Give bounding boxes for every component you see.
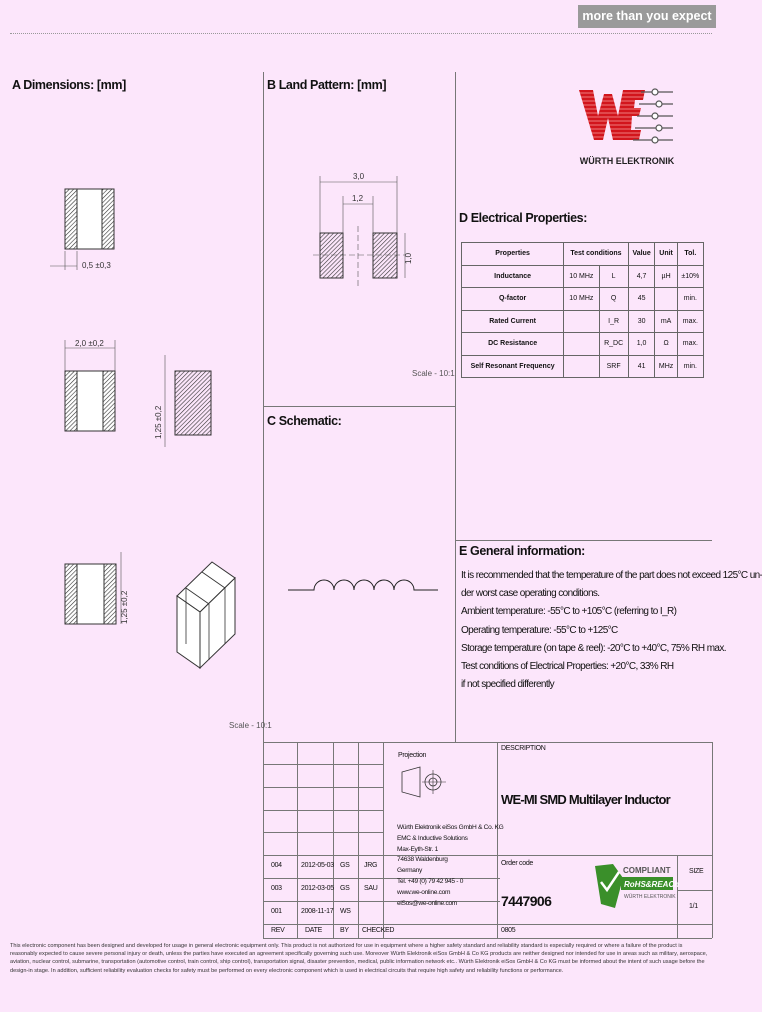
general-info-text xyxy=(461,567,762,694)
rev-003-date: 2012-03-05 xyxy=(301,885,334,892)
compliance-bottom: WÜRTH ELEKTRONIK xyxy=(624,894,676,900)
divider-ab xyxy=(263,72,264,742)
rev-004-checked: JRG xyxy=(364,862,378,869)
date-header: DATE xyxy=(305,927,322,934)
col-header: Test conditions xyxy=(564,243,629,266)
table-cell: min. xyxy=(677,288,703,311)
divider-de xyxy=(455,540,712,541)
rev-003-number: 003 xyxy=(271,885,282,892)
table-cell: Q-factor xyxy=(462,288,564,311)
general-info-line: It is recommended that the temperature of the part does not exceed 125°C un- xyxy=(461,570,762,581)
divider-bc xyxy=(263,406,455,407)
table-row xyxy=(462,333,704,356)
section-land-title: B Land Pattern: [mm] xyxy=(267,78,387,92)
company-info: Würth Elektronik eiSos GmbH & Co. KG EMC & Inductive Solutions Max-Eyth-Str. 1 74638 Waldenburg Germany Tel. +49 (0) 79 42 945 - 0 www.we-online.com eiSos@we-online.com xyxy=(397,824,504,907)
table-cell xyxy=(655,288,677,311)
general-info-line: Ambient temperature: -55°C to +105°C (referring to I_R) xyxy=(461,606,677,618)
table-cell: 41 xyxy=(628,355,655,378)
table-cell: Rated Current xyxy=(462,310,564,333)
page-number: 1/1 xyxy=(689,903,698,910)
land-height-label: 1,0 xyxy=(404,252,413,264)
rev-003-checked: SAU xyxy=(364,885,378,892)
table-cell: MHz xyxy=(655,355,677,378)
table-cell: 10 MHz xyxy=(564,288,599,311)
compliance-middle: RoHS&REACh xyxy=(624,880,680,889)
table-cell: mA xyxy=(655,310,677,333)
table-cell: I_R xyxy=(599,310,628,333)
general-info-line: Test conditions of Electrical Properties: +20°C, 33% RH xyxy=(461,661,674,673)
table-row xyxy=(462,288,704,311)
general-info-line: if not specified differently xyxy=(461,679,555,691)
table-cell: max. xyxy=(677,310,703,333)
length-dimension-label: 2,0 ±0,2 xyxy=(75,339,104,348)
inductor-symbol xyxy=(288,560,438,600)
rev-003-by: GS xyxy=(340,885,350,892)
footer-disclaimer: This electronic component has been designed and developed for usage in general electronic equipment only. This product is not authorized for use in equipment where a higher safety standard and reliability standard is especially required or where a failure of the product is reasonably expected to cause severe personal injury or death, unless the parties have executed an agreement specifically governing such use. Moreover Würth Elektronik eiSos GmbH & Co KG products are neither designed nor intended for use in areas such as military, aerospace, aviation, nuclear control, submarine, transportation (automotive control, train control, ship control), transportation signal, disaster prevention, medical, public information network etc.. Würth Elektronik eiSos GmbH & Co KG must be informed about the intent of such usage before the design-in stage. In addition, sufficient reliability evaluation checks for safety must be performed on every electronic component which is used in electrical circuits that require high safety and reliability functions or performance. xyxy=(10,943,708,974)
dimension-scale: Scale - 10:1 xyxy=(229,721,272,730)
col-header: Unit xyxy=(655,243,677,266)
section-general-title: E General information: xyxy=(459,544,585,558)
height-dimension-label: 1,25 ±0,2 xyxy=(154,405,163,439)
logo-brand-text: WÜRTH ELEKTRONIK xyxy=(579,156,675,166)
table-cell xyxy=(564,310,599,333)
product-description: WE-MI SMD Multilayer Inductor xyxy=(501,792,670,807)
divider-bd xyxy=(455,72,456,742)
thickness-dimension-label: 1,25 ±0,2 xyxy=(120,590,129,624)
table-row xyxy=(462,310,704,333)
land-scale: Scale - 10:1 xyxy=(412,369,455,378)
table-cell: ±10% xyxy=(677,265,703,288)
rev-001-by: WS xyxy=(340,908,351,915)
by-header: BY xyxy=(340,927,349,934)
table-cell: Q xyxy=(599,288,628,311)
rev-001-date: 2008-11-17 xyxy=(301,908,334,915)
section-dimensions-title: A Dimensions: [mm] xyxy=(12,78,126,92)
description-label: DESCRIPTION xyxy=(501,745,546,752)
rev-001-number: 001 xyxy=(271,908,282,915)
rev-004-by: GS xyxy=(340,862,350,869)
land-overall-label: 3,0 xyxy=(353,172,365,181)
section-schematic-title: C Schematic: xyxy=(267,414,342,428)
table-cell: 1,0 xyxy=(628,333,655,356)
electrical-properties-table xyxy=(461,242,704,378)
dimension-front-side-view xyxy=(55,335,225,455)
rev-004-number: 004 xyxy=(271,862,282,869)
projection-symbol xyxy=(400,764,460,800)
general-info-line: der worst case operating conditions. xyxy=(461,588,600,600)
table-cell: 4,7 xyxy=(628,265,655,288)
rohs-compliance-badge xyxy=(593,860,680,912)
table-cell: Inductance xyxy=(462,265,564,288)
table-cell xyxy=(564,333,599,356)
table-cell: min. xyxy=(677,355,703,378)
header-divider xyxy=(10,33,712,34)
rev-004-date: 2012-05-03 xyxy=(301,862,334,869)
land-gap-label: 1,2 xyxy=(352,194,364,203)
table-cell: 30 xyxy=(628,310,655,333)
table-cell: 10 MHz xyxy=(564,265,599,288)
land-pattern-drawing xyxy=(305,168,425,298)
table-cell: µH xyxy=(655,265,677,288)
size-code: 0805 xyxy=(501,927,516,934)
table-cell xyxy=(564,355,599,378)
compliance-top: COMPLIANT xyxy=(623,866,671,875)
table-header-row xyxy=(462,243,704,266)
general-info-line: Storage temperature (on tape & reel): -20°C to +40°C, 75% RH max. xyxy=(461,642,726,654)
order-code: 7447906 xyxy=(501,893,552,909)
table-row xyxy=(462,355,704,378)
general-info-line: Operating temperature: -55°C to +125°C xyxy=(461,624,618,636)
titleblock-top xyxy=(263,742,712,743)
table-cell: R_DC xyxy=(599,333,628,356)
size-label: SIZE xyxy=(689,868,704,875)
dimension-top-view xyxy=(40,180,160,270)
table-cell: max. xyxy=(677,333,703,356)
table-row xyxy=(462,265,704,288)
table-cell: L xyxy=(599,265,628,288)
col-header: Tol. xyxy=(677,243,703,266)
col-header: Properties xyxy=(462,243,564,266)
table-cell: Self Resonant Frequency xyxy=(462,355,564,378)
table-cell: SRF xyxy=(599,355,628,378)
table-cell: DC Resistance xyxy=(462,333,564,356)
rev-header: REV xyxy=(271,927,285,934)
dimension-iso-view xyxy=(55,540,245,680)
width-dimension-label: 0,5 ±0,3 xyxy=(82,261,111,270)
checked-header: CHECKED xyxy=(362,927,395,934)
table-cell: 45 xyxy=(628,288,655,311)
projection-label: Projection xyxy=(398,752,427,759)
table-cell: Ω xyxy=(655,333,677,356)
order-code-label: Order code xyxy=(501,860,534,867)
wurth-logo xyxy=(575,82,679,172)
col-header: Value xyxy=(628,243,655,266)
section-electrical-title: D Electrical Properties: xyxy=(459,211,587,225)
tagline-banner: more than you expect xyxy=(578,5,716,28)
